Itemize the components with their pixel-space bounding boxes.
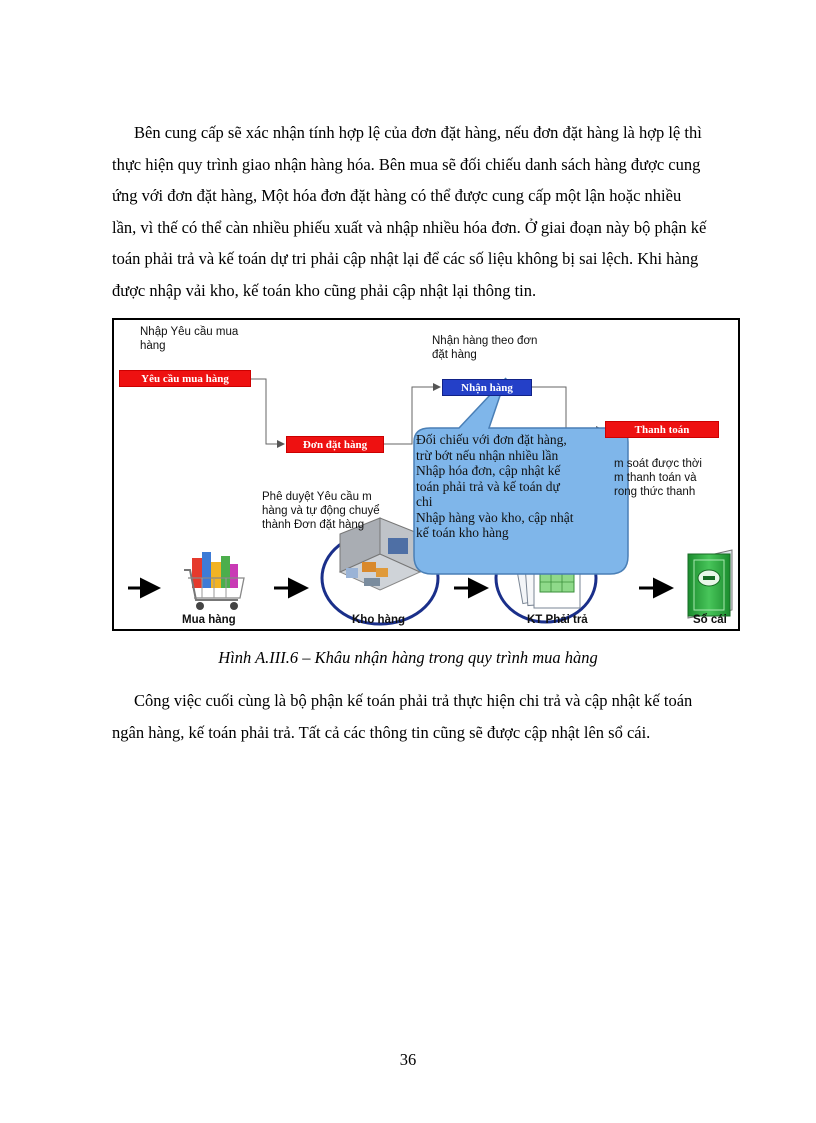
label-accounts-payable: KT Phải trả [527,614,588,626]
note-line: hàng [140,340,166,352]
callout-line: toán phải trả và kế toán dự [416,478,560,494]
note-line: Nhận hàng theo đơn [432,335,538,347]
paragraph-line: Công việc cuối cùng là bộ phận kế toán phải trả thực hiện chi trả và cập nhật kế toán [134,691,693,710]
note-approve-request [262,490,380,532]
shopping-cart-icon [184,552,244,610]
note-line: rong thức thanh [614,486,696,498]
callout-line: Nhập hàng vào kho, cập nhật [416,509,574,525]
note-line: Nhập Yêu cầu mua [140,326,239,338]
note-receive-goods [432,334,537,362]
box-receive-goods: Nhận hàng [442,379,532,396]
note-line: m thanh toán và [614,472,697,484]
callout-line: Nhập hóa đơn, cập nhật kế [416,463,561,478]
paragraph-line: ngân hàng, kế toán phải trả. Tất cả các thông tin cũng sẽ được cập nhật lên sổ cái. [112,722,651,742]
paragraph-line: được nhập vải kho, kế toán kho cũng phải cập nhật lại thông tin. [112,280,537,300]
figure-caption: Hình A.III.6 – Khâu nhận hàng trong quy trình mua hàng [218,648,598,667]
label-warehouse: Kho hàng [352,614,406,626]
paragraph-line: lần, vì thế có thể càn nhiều phiếu xuất và nhập nhiều hóa đơn. Ở giai đoạn này bộ phận kế [112,217,707,237]
paragraph-2 [112,685,732,748]
callout-line: trừ bớt nếu nhận nhiều lần [416,447,559,463]
paragraph-line: Bên cung cấp sẽ xác nhận tính hợp lệ của đơn đặt hàng, nếu đơn đặt hàng là hợp lệ thì [134,123,702,142]
box-purchase-request: Yêu cầu mua hàng [119,370,251,387]
ledger-book-icon [688,550,732,618]
note-line: m soát được thời [614,458,702,470]
note-line: đặt hàng [432,349,477,361]
note-line: hàng và tự động chuyể [262,505,380,517]
note-enter-request [140,325,238,353]
connector-receive-to-payment [532,387,603,430]
paragraph-1 [112,117,732,306]
connector-request-to-order [250,379,284,444]
box-purchase-order: Đơn đặt hàng [286,436,384,453]
label-purchase: Mua hàng [182,614,236,626]
paragraph-line: thực hiện quy trình giao nhận hàng hóa. Bên mua sẽ đối chiếu danh sách hàng được cung [112,154,701,174]
label-ledger: Sổ cái [693,614,727,626]
callout-line: chi [416,494,433,509]
page-number: 36 [399,1050,417,1069]
box-payment: Thanh toán [605,421,719,438]
note-line: Phê duyệt Yêu cầu m [262,491,372,503]
purchase-receiving-diagram [112,318,740,631]
callout-line: Đối chiếu với đơn đặt hàng, [416,432,567,447]
note-line: thành Đơn đặt hàng [262,519,365,531]
callout-text [416,432,631,541]
paragraph-line: toán phải trả và kế toán dự tri phải cập nhật lại để các số liệu không bị sai lệch. Khi hàng [112,249,699,268]
paragraph-line: ứng với đơn đặt hàng, Một hóa đơn đặt hàng có thể được cung cấp một lận hoặc nhiều [112,186,682,205]
callout-line: kế toán kho hàng [416,525,509,540]
